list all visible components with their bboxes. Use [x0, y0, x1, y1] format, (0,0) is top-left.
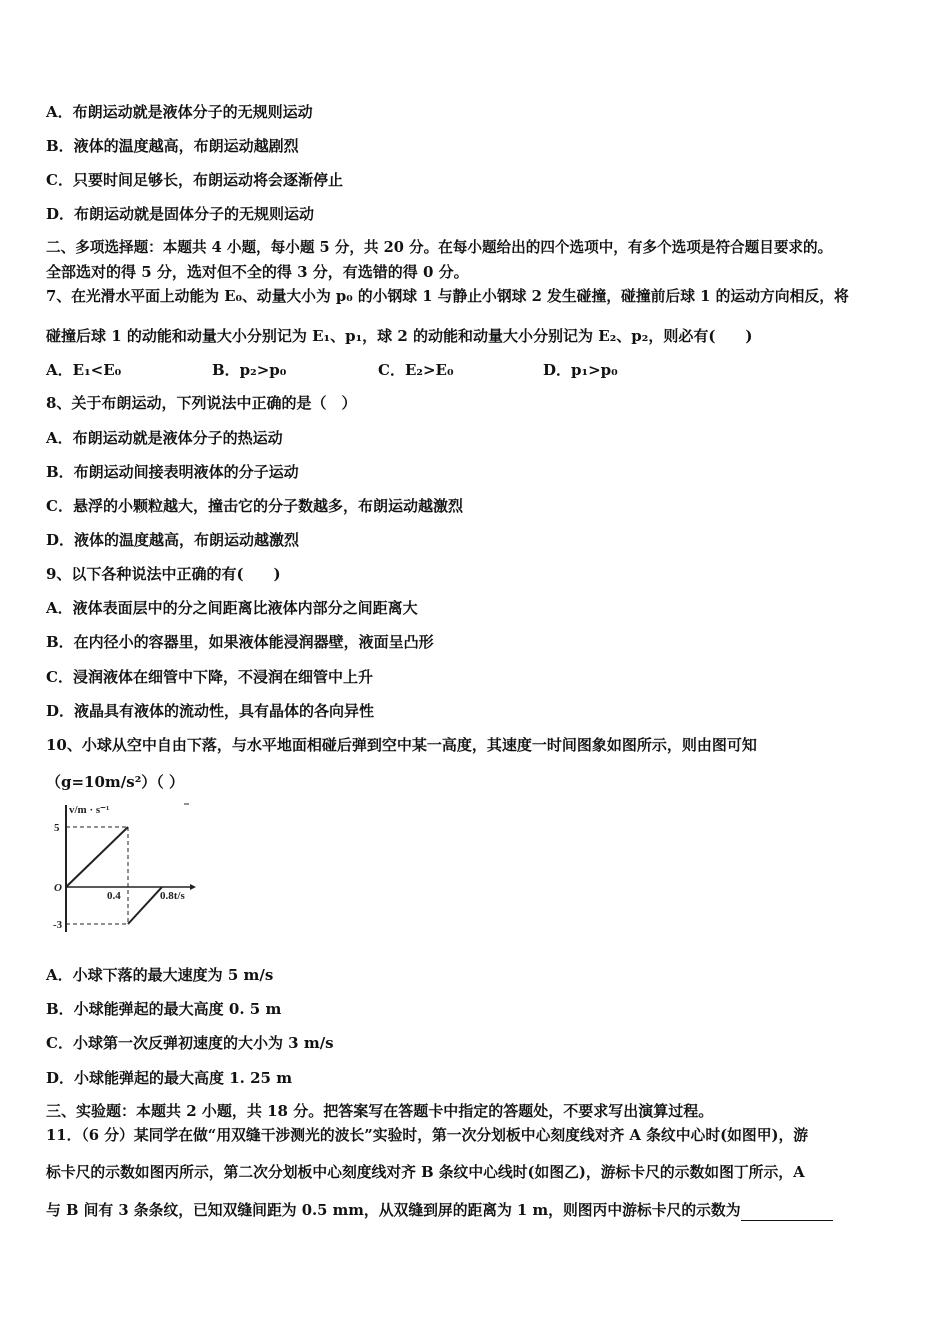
q6-option-d: D．布朗运动就是固体分子的无规则运动 [46, 205, 315, 223]
q6-option-c: C．只要时间足够长，布朗运动将会逐渐停止 [46, 171, 343, 189]
q10-option-b: B．小球能弹起的最大高度 0. 5 m [46, 1000, 282, 1018]
answer-blank [741, 1206, 833, 1221]
origin-label: O [54, 882, 62, 894]
v-axis-label: v/m · s⁻¹ [69, 804, 110, 816]
q11-line3 [46, 1201, 833, 1221]
q8-option-d: D．液体的温度越高，布朗运动越激烈 [46, 531, 300, 549]
q9-option-b: B．在内径小的容器里，如果液体能浸润器壁，液面呈凸形 [46, 633, 434, 651]
q10-option-d: D．小球能弹起的最大高度 1. 25 m [46, 1069, 293, 1087]
section3-heading: 三、实验题：本题共 2 小题，共 18 分。把答案写在答题卡中指定的答题处，不要求写出演算过程。 [46, 1102, 714, 1120]
tick-0-4: 0.4 [107, 890, 121, 902]
q8-option-b: B．布朗运动间接表明液体的分子运动 [46, 463, 299, 481]
section2-heading: 二、多项选择题：本题共 4 小题，每小题 5 分，共 20 分。在每小题给出的四个选项中，有多个选项是符合题目要求的。 [46, 239, 833, 256]
q11-line3-text: 与 B 间有 3 条条纹，已知双缝间距为 0.5 mm，从双缝到屏的距离为 1 m，则图丙中游标卡尺的示数为 [46, 1202, 741, 1219]
q10-stem: 10、小球从空中自由下落，与水平地面相碰后弹到空中某一高度，其速度一时间图象如图所示，则由图可知 [46, 736, 757, 754]
falling-segment [66, 827, 128, 887]
q9-option-c: C．浸润液体在细管中下降，不浸润在细管中上升 [46, 668, 373, 686]
q9-option-d: D．液晶具有液体的流动性，具有晶体的各向异性 [46, 702, 375, 720]
q7-stem-line1: 7、在光滑水平面上动能为 E₀、动量大小为 p₀ 的小钢球 1 与静止小钢球 2 发生碰撞，碰撞前后球 1 的运动方向相反，将 [46, 288, 849, 305]
q8-stem: 8、关于布朗运动，下列说法中正确的是（ ） [46, 394, 357, 412]
q11-line2: 标卡尺的示数如图丙所示，第二次分划板中心刻度线对齐 B 条纹中心线时(如图乙)，游标卡尺的示数如图丁所示，A [46, 1164, 805, 1181]
q7-option-d: D．p₁>p₀ [543, 361, 618, 379]
tick-neg3: -3 [53, 919, 63, 931]
velocity-time-graph [50, 800, 210, 940]
q6-option-b: B．液体的温度越高，布朗运动越剧烈 [46, 137, 299, 155]
q7-option-a: A．E₁<E₀ [46, 361, 122, 379]
q10-option-c: C．小球第一次反弹初速度的大小为 3 m/s [46, 1034, 334, 1052]
q9-option-a: A．液体表面层中的分之间距离比液体内部分之间距离大 [46, 599, 418, 617]
q11-line1: 11．（6 分）某同学在做“用双缝干涉测光的波长”实验时，第一次分划板中心刻度线对齐 A 条纹中心时(如图甲)，游 [46, 1127, 809, 1144]
rising-segment [128, 887, 162, 924]
q10-option-a: A．小球下落的最大速度为 5 m/s [46, 966, 274, 984]
tick-5: 5 [54, 822, 60, 834]
tick-0-8: 0.8t/s [160, 890, 185, 902]
t-axis-arrow [190, 884, 196, 890]
q9-stem: 9、以下各种说法中正确的有( ) [46, 565, 281, 583]
q8-option-a: A．布朗运动就是液体分子的热运动 [46, 429, 283, 447]
q7-option-b: B．p₂>p₀ [212, 361, 287, 379]
q7-stem-line2: 碰撞后球 1 的动能和动量大小分别记为 E₁、p₁，球 2 的动能和动量大小分别记为 E₂、p₂，则必有( ) [46, 327, 753, 345]
q6-option-a: A．布朗运动就是液体分子的无规则运动 [46, 103, 313, 121]
q10-stem-gravity: （g=10m/s²）（ ） [46, 773, 185, 791]
q7-option-c: C．E₂>E₀ [378, 361, 454, 379]
section2-scoring: 全部选对的得 5 分，选对但不全的得 3 分，有选错的得 0 分。 [46, 263, 469, 281]
q8-option-c: C．悬浮的小颗粒越大，撞击它的分子数越多，布朗运动越激烈 [46, 497, 463, 515]
